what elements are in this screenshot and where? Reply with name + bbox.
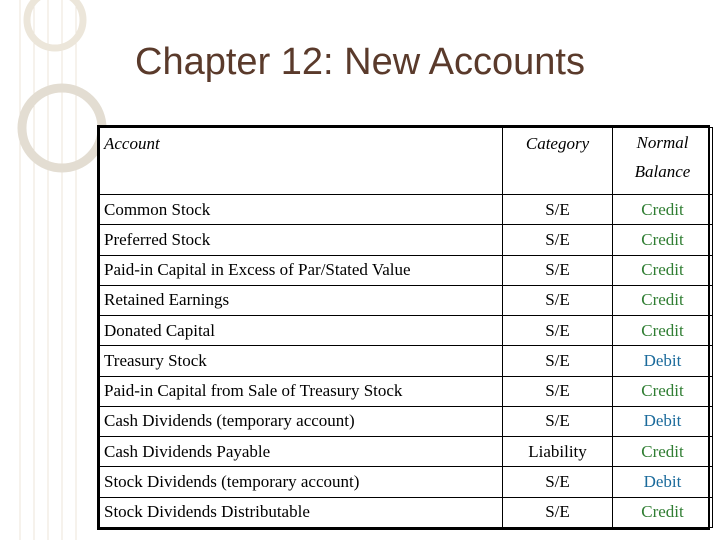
header-normal-line2: Balance (634, 162, 691, 181)
account-cell: Paid-in Capital from Sale of Treasury Stock (100, 376, 503, 406)
normal-balance-cell: Credit (613, 255, 713, 285)
header-normal-balance (613, 128, 713, 195)
header-category: Category (503, 128, 613, 195)
table-row (100, 225, 713, 255)
account-cell: Stock Dividends (temporary account) (100, 467, 503, 497)
normal-balance-cell: Credit (613, 195, 713, 225)
normal-balance-cell: Credit (613, 285, 713, 315)
table-row (100, 316, 713, 346)
category-cell: S/E (503, 195, 613, 225)
normal-balance-cell: Credit (613, 437, 713, 467)
category-cell: S/E (503, 255, 613, 285)
normal-balance-cell: Credit (613, 376, 713, 406)
category-cell: S/E (503, 225, 613, 255)
category-cell: S/E (503, 406, 613, 436)
table-row (100, 255, 713, 285)
category-cell: S/E (503, 497, 613, 527)
category-cell: S/E (503, 316, 613, 346)
table-row (100, 285, 713, 315)
account-cell: Cash Dividends (temporary account) (100, 406, 503, 436)
accounts-table (97, 125, 710, 530)
category-cell: S/E (503, 346, 613, 376)
table-row (100, 467, 713, 497)
table-row (100, 346, 713, 376)
account-cell: Retained Earnings (100, 285, 503, 315)
account-cell: Donated Capital (100, 316, 503, 346)
account-cell: Stock Dividends Distributable (100, 497, 503, 527)
category-cell: S/E (503, 376, 613, 406)
normal-balance-cell: Debit (613, 346, 713, 376)
account-cell: Preferred Stock (100, 225, 503, 255)
account-cell: Cash Dividends Payable (100, 437, 503, 467)
table-row (100, 497, 713, 527)
account-cell: Common Stock (100, 195, 503, 225)
header-account: Account (100, 128, 503, 195)
table-row (100, 195, 713, 225)
table-row (100, 406, 713, 436)
category-cell: Liability (503, 437, 613, 467)
account-cell: Treasury Stock (100, 346, 503, 376)
account-cell: Paid-in Capital in Excess of Par/Stated Value (100, 255, 503, 285)
normal-balance-cell: Debit (613, 467, 713, 497)
category-cell: S/E (503, 285, 613, 315)
table-row (100, 437, 713, 467)
normal-balance-cell: Credit (613, 497, 713, 527)
table-header-row (100, 128, 713, 195)
table-row (100, 376, 713, 406)
normal-balance-cell: Debit (613, 406, 713, 436)
header-normal-line1: Normal (636, 133, 689, 152)
category-cell: S/E (503, 467, 613, 497)
page-title: Chapter 12: New Accounts (135, 41, 585, 83)
normal-balance-cell: Credit (613, 316, 713, 346)
normal-balance-cell: Credit (613, 225, 713, 255)
